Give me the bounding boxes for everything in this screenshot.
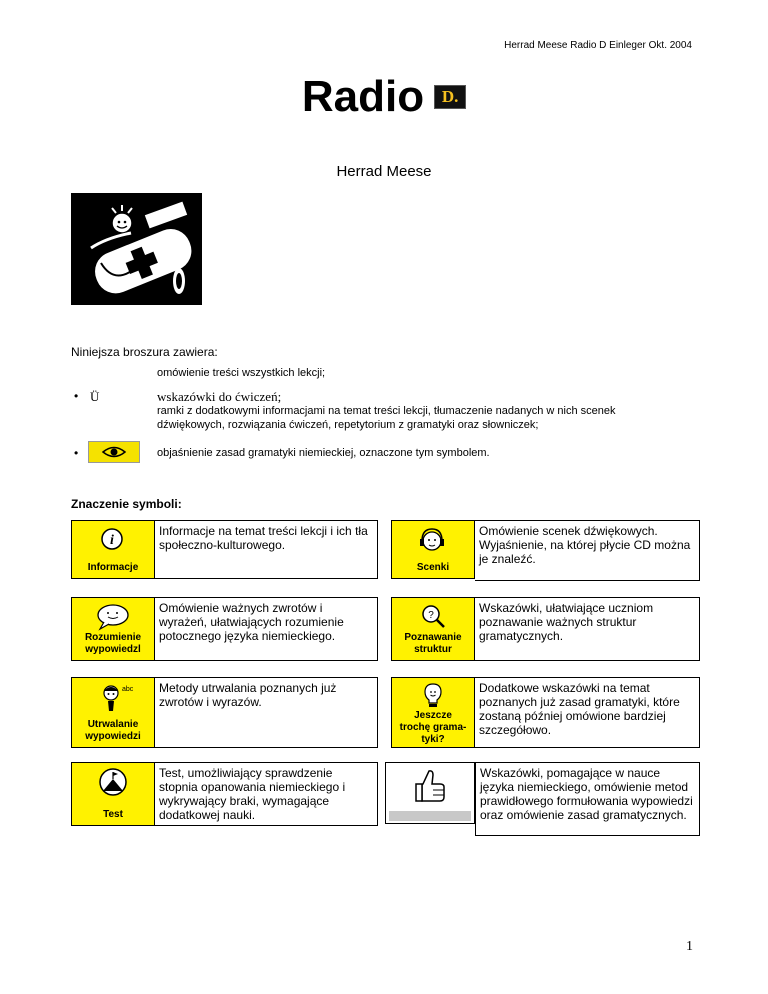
rozumienie-label-line1: Rozumienie	[84, 632, 142, 643]
eye-symbol-icon	[88, 441, 140, 463]
info-icon	[100, 527, 124, 551]
radio-d-logo: D.	[434, 85, 466, 109]
test-text: Test, umożliwiający sprawdzenie stopnia opanowania niemieckiego i wykrywający braki, wymagające dodatkowej nauki.	[155, 762, 378, 826]
rozumienie-text: Omówienie ważnych zwrotów i wyrażeń, ułatwiających rozumienie potocznego języka niemieckiego.	[155, 597, 378, 661]
list-item-2: wskazówki do ćwiczeń;	[157, 389, 282, 404]
scenki-label: Scenki	[416, 562, 450, 573]
wskazowki-text: Wskazówki, pomagające w nauce języka niemieckiego, omówienie metod prawidłowego formułowania wypowiedzi oraz omówienie zasad gramatycznych.	[475, 762, 700, 836]
lightbulb-icon	[421, 681, 445, 709]
poznawanie-label-line2: struktur	[414, 644, 452, 655]
jeszcze-label	[392, 710, 474, 746]
title-block	[0, 72, 768, 122]
rozumienie-label	[72, 632, 154, 656]
speech-bubble-icon	[94, 601, 132, 631]
utrwalanie-box	[71, 677, 155, 748]
jeszcze-label-line2: trochę grama-	[399, 722, 467, 733]
list-item-3: ramki z dodatkowymi informacjami na temat treści lekcji, tłumaczenie nadanych w nich scenek dźwiękowych, rozwiązania ćwiczeń, repetytorium z gramatyki oraz słowniczek;	[157, 405, 616, 431]
utrwalanie-label-line1: Utrwalanie	[87, 719, 139, 730]
poznawanie-label	[392, 632, 474, 656]
intro-text: Niniejsza broszura zawiera:	[71, 345, 218, 359]
test-box	[71, 762, 155, 826]
page-title: Radio	[301, 72, 425, 121]
poznawanie-label-line1: Poznawanie	[404, 632, 462, 643]
utrwalanie-label-line2: wypowiedzi	[85, 731, 141, 742]
thumbs-up-icon	[412, 767, 448, 805]
test-label: Test	[103, 809, 123, 820]
headphones-face-icon	[418, 526, 446, 554]
svg-text:abc: abc	[122, 686, 134, 693]
figure-abc-icon	[96, 681, 134, 713]
jeszcze-label-line3: tyki?	[421, 734, 445, 745]
section-title: Znaczenie symboli:	[71, 497, 182, 511]
list-item-2-glyph: Ü	[90, 389, 100, 404]
bullet-marker: •	[74, 389, 79, 403]
informacje-label: Informacje	[87, 562, 139, 573]
informacje-text: Informacje na temat treści lekcji i ich tła społeczno-kulturowego.	[155, 520, 378, 579]
poznawanie-box	[391, 597, 475, 661]
rozumienie-box	[71, 597, 155, 661]
wskazowki-box	[385, 762, 475, 824]
rozumienie-label-line2: wypowiedzl	[85, 644, 141, 655]
list-item-1: omówienie treści wszystkich lekcji;	[157, 367, 326, 379]
jeszcze-box	[391, 677, 475, 748]
utrwalanie-label	[72, 719, 154, 743]
poznawanie-text: Wskazówki, ułatwiające uczniom poznawanie ważnych struktur gramatycznych.	[475, 597, 700, 661]
scenki-text: Omówienie scenek dźwiękowych. Wyjaśnienie, na której płycie CD można je znaleźć.	[475, 520, 700, 581]
magnifier-icon	[419, 602, 447, 630]
gray-bar	[389, 811, 471, 821]
ambulance-illustration-icon	[71, 193, 205, 305]
scenki-box	[391, 520, 475, 579]
utrwalanie-text: Metody utrwalania poznanych już zwrotów i wyrazów.	[155, 677, 378, 748]
page-number: 1	[686, 939, 693, 954]
author: Herrad Meese	[336, 163, 432, 180]
svg-text:?: ?	[428, 610, 434, 621]
bullet-marker: •	[74, 446, 79, 460]
informacje-box	[71, 520, 155, 579]
list-item-4: objaśnienie zasad gramatyki niemieckiej, oznaczone tym symbolem.	[157, 447, 490, 459]
svg-text:i: i	[110, 533, 114, 548]
header-note: Herrad Meese Radio D Einleger Okt. 2004	[504, 40, 692, 51]
mountain-flag-icon	[98, 767, 128, 797]
jeszcze-label-line1: Jeszcze	[414, 710, 452, 721]
jeszcze-text: Dodatkowe wskazówki na temat poznanych już zasad gramatyki, które zostaną później omówione bardziej szczegółowo.	[475, 677, 700, 748]
